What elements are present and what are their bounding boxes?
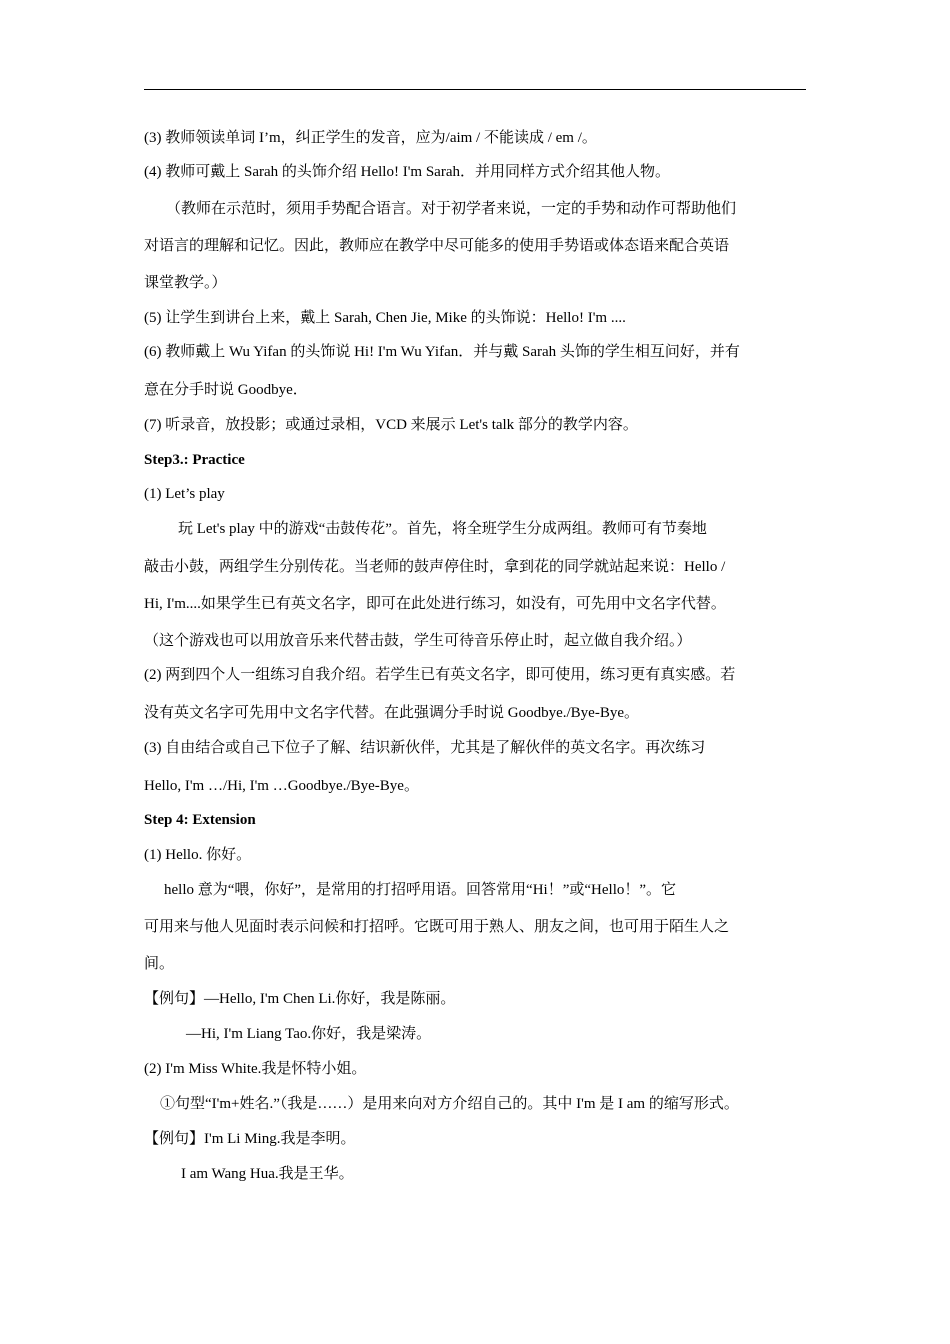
section-heading-practice: Step3.: Practice — [144, 452, 245, 468]
text-line: 敲击小鼓，两组学生分别传花。当老师的鼓声停住时，拿到花的同学就站起来说：Hello / — [144, 559, 726, 575]
text-line: hello 意为“喂，你好”，是常用的打招呼用语。回答常用“Hi！”或“Hello！”。它 — [164, 882, 677, 898]
text-line: 间。 — [144, 956, 175, 972]
text-line: 玩 Let's play 中的游戏“击鼓传花”。首先，将全班学生分成两组。教师可有节奏地 — [178, 521, 707, 537]
text-line: Hi, I'm....如果学生已有英文名字，即可在此处进行练习，如没有，可先用中文名字代替。 — [144, 596, 726, 612]
text-line: (3) 教师领读单词 I’m，纠正学生的发音，应为/aim / 不能读成 / em /。 — [144, 130, 597, 146]
text-line: 【例句】—Hello, I'm Chen Li.你好，我是陈丽。 — [144, 991, 456, 1007]
text-line: (2) 两到四个人一组练习自我介绍。若学生已有英文名字，即可使用，练习更有真实感。若 — [144, 667, 736, 683]
text-line: （教师在示范时，须用手势配合语言。对于初学者来说，一定的手势和动作可帮助他们 — [166, 201, 737, 217]
text-line: 对语言的理解和记忆。因此，教师应在教学中尽可能多的使用手势语或体态语来配合英语 — [144, 238, 730, 254]
text-line: (5) 让学生到讲台上来，戴上 Sarah, Chen Jie, Mike 的头饰说：Hello! I'm .... — [144, 310, 626, 326]
text-line: Hello, I'm …/Hi, I'm …Goodbye./Bye-Bye。 — [144, 778, 419, 794]
text-line: (4) 教师可戴上 Sarah 的头饰介绍 Hello! I'm Sarah．并用同样方式介绍其他人物。 — [144, 164, 670, 180]
text-line: 课堂教学。） — [144, 275, 227, 291]
text-line: I am Wang Hua.我是王华。 — [181, 1166, 354, 1182]
text-line: (1) Hello. 你好。 — [144, 847, 252, 863]
section-heading-extension: Step 4: Extension — [144, 812, 256, 828]
text-line: （这个游戏也可以用放音乐来代替击鼓，学生可待音乐停止时，起立做自我介绍。） — [144, 633, 692, 649]
text-line: —Hi, I'm Liang Tao.你好，我是梁涛。 — [186, 1026, 432, 1042]
text-line: 可用来与他人见面时表示问候和打招呼。它既可用于熟人、朋友之间，也可用于陌生人之 — [144, 919, 730, 935]
text-line: (2) I'm Miss White.我是怀特小姐。 — [144, 1061, 367, 1077]
text-line: 【例句】I'm Li Ming.我是李明。 — [144, 1131, 356, 1147]
header-rule — [144, 89, 806, 90]
text-line: 没有英文名字可先用中文名字代替。在此强调分手时说 Goodbye./Bye-Bye。 — [144, 705, 639, 721]
text-line: (1) Let’s play — [144, 486, 225, 502]
text-line: (3) 自由结合或自己下位子了解、结识新伙伴，尤其是了解伙伴的英文名字。再次练习 — [144, 740, 706, 756]
text-line: 意在分手时说 Goodbye． — [144, 382, 308, 398]
text-line: (7) 听录音，放投影；或通过录相，VCD 来展示 Let's talk 部分的教学内容。 — [144, 417, 638, 433]
text-line: ①句型“I'm+姓名.”（我是……）是用来向对方介绍自己的。其中 I'm 是 I am 的缩写形式。 — [160, 1096, 739, 1112]
text-line: (6) 教师戴上 Wu Yifan 的头饰说 Hi! I'm Wu Yifan．并与戴 Sarah 头饰的学生相互问好，并有 — [144, 344, 740, 360]
